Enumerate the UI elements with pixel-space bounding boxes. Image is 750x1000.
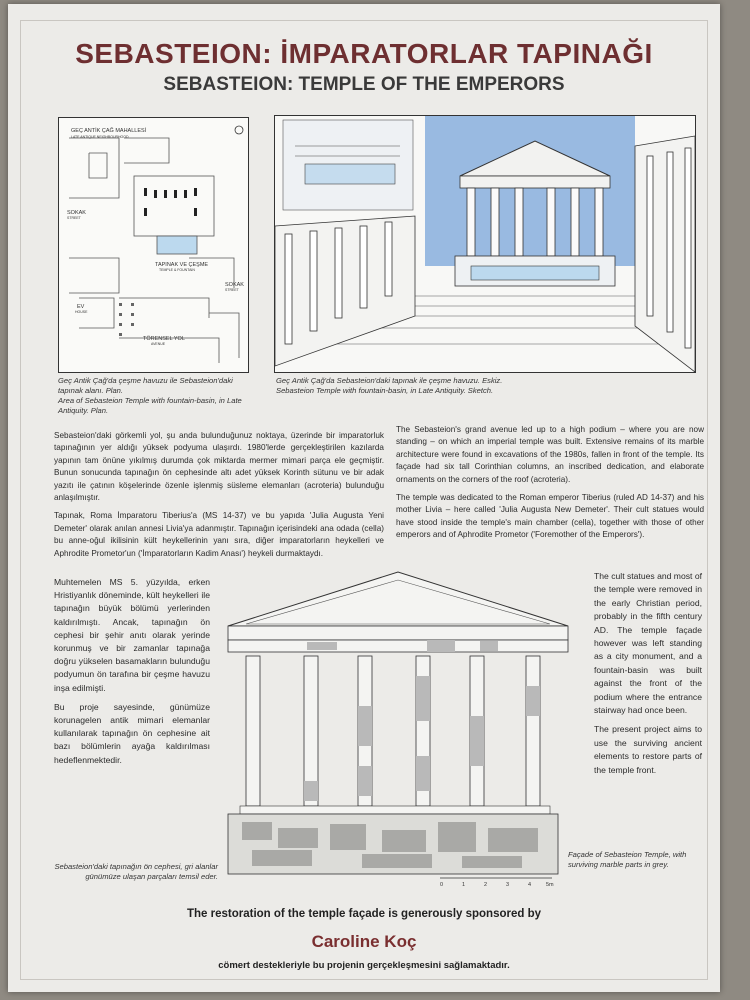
plan-label-street2-en: STREET <box>225 288 239 292</box>
plan-label-street1-en: STREET <box>67 216 81 220</box>
scale-label-4: 4 <box>528 882 532 888</box>
scale-label-1: 1 <box>462 882 466 888</box>
title-english: SEBASTEION: TEMPLE OF THE EMPERORS <box>163 74 565 95</box>
elevation-caption-en: Façade of Sebasteion Temple, with surviving marble parts in grey. <box>568 850 687 869</box>
facade-elevation-drawing <box>212 566 584 890</box>
english-text-lower <box>594 570 702 783</box>
temple-facade-elevation <box>212 566 584 890</box>
sponsor-line-english: The restoration of the temple façade is generously sponsored by <box>186 908 542 920</box>
information-panel <box>8 4 720 992</box>
scale-label-3: 3 <box>506 882 510 888</box>
turkish-paragraph-4: Bu proje sayesinde, günümüze korunagelen antik mimari elemanlar kullanılarak tapınağın ön cephesine ait bazı bölümlerin ayağa kaldırılması hedeflenmektedir. <box>54 701 210 765</box>
english-paragraph-3: The cult statues and most of the temple were removed in the early Christian period, probably in the fifth century AD. The temple façade however was left standing as a city monument, and a fountain-basin was built against the front of the podium where the entrance stairway had once been. <box>594 571 702 716</box>
plan-label-temple-en: TEMPLE & FOUNTAIN <box>159 268 195 272</box>
english-paragraph-2: The temple was dedicated to the Roman emperor Tiberius (ruled AD 14-37) and his mother Livia – here called 'Julia Augusta New Demeter'. Their cult statues would have stood inside the temple's main chamber (cella), together with those of other emperors and of Aphrodite Prometor ('Foremother of the Emperors'). <box>396 493 704 540</box>
scale-label-0: 0 <box>440 882 444 888</box>
sketch-caption-tr: Geç Antik Çağ'da Sebasteion'daki tapınak ile çeşme havuzu. Eskiz. <box>276 376 503 385</box>
site-plan <box>58 117 249 373</box>
turkish-paragraph-2: Tapınak, Roma İmparatoru Tiberius'a (MS 14-37) ve bu yapıda 'Julia Augusta Yeni Demeter' olarak anılan annesi Livia'ya adanmıştır. Tapınağın içerisindeki ana odada (cella) bu anne-oğul ikilisinin kült heykellerinin yanı sıra, diğer imparatorların heykelleri ve Aphrodite Prometor'un ('İmparatorların Kadim Anası') heykeli durmaktaydı. <box>54 511 384 558</box>
turkish-text-lower <box>54 576 210 773</box>
plan-caption-en: Area of Sebasteion Temple with fountain-basin, in Late Antiquity. Plan. <box>58 396 242 415</box>
scale-bar <box>440 878 554 888</box>
turkish-text-upper <box>54 430 384 566</box>
plan-label-temple: TAPINAK VE ÇEŞME <box>155 262 209 268</box>
sketch-caption <box>276 376 576 396</box>
sponsor-line-turkish: cömert destekleriyle bu projenin gerçekleşmesini sağlamaktadır. <box>218 960 510 971</box>
plan-label-avenue: TÖRENSEL YOL <box>143 336 185 342</box>
site-plan-drawing <box>59 118 248 372</box>
fountain-basin <box>157 236 197 254</box>
english-paragraph-4: The present project aims to use the surviving ancient elements to restore parts of the temple front. <box>594 724 702 775</box>
plan-caption <box>58 376 258 416</box>
turkish-paragraph-1: Sebasteion'daki görkemli yol, şu anda bulunduğunuz noktaya, üzerinde bir imparatorluk tapınağının yer aldığı yüksek podyuma ulaşırdı. 1980'lerde gerçekleştirilen kazılarda yapının tam önüne yıkılmış durumda çok miktarda mermer mimari parça ele geçmiştir. Bunun sonucunda tapınağın ön cephesinde altı adet yüksek Korinth sütunu ve bir adak yazıtı ile çatının köşelerinde özenle işlenmiş süsleme elemanları (acroteria) bulunduğu anlaşılmıştır. <box>54 431 384 503</box>
temple-sketch <box>274 115 696 373</box>
plan-label-quarter: GEÇ ANTİK ÇAĞ MAHALLESİ <box>71 128 147 134</box>
plan-label-street2: SOKAK <box>225 282 244 288</box>
sponsor-name: Caroline Koç <box>311 932 417 951</box>
scale-label-5: 5m <box>546 882 554 888</box>
english-text-upper <box>396 424 704 548</box>
title-turkish: SEBASTEION: İMPARATORLAR TAPINAĞI <box>75 38 653 69</box>
temple-sketch-drawing <box>275 116 695 372</box>
sketch-caption-en: Sebasteion Temple with fountain-basin, in Late Antiquity. Sketch. <box>276 386 494 395</box>
plan-label-house-en: HOUSE <box>75 310 88 314</box>
plan-label-house: EV <box>77 304 85 310</box>
plan-label-avenue-en: AVENUE <box>151 342 166 346</box>
plan-label-quarter-en: LATE ANTIQUE NEIGHBOURHOOD <box>71 135 129 139</box>
scale-label-2: 2 <box>484 882 488 888</box>
plan-caption-tr: Geç Antik Çağ'da çeşme havuzu ile Sebasteion'daki tapınak alanı. Plan. <box>58 376 233 395</box>
english-paragraph-1: The Sebasteion's grand avenue led up to a high podium – where you are now standing – on which an imperial temple was built. Extensive remains of its marble architecture were found in excavations of the 1980s, fallen in front of the temple. Its façade had six tall Corinthian columns, an inscribed dedication, and elaborate ornaments on the corners of the roof (acroteria). <box>396 425 704 484</box>
elevation-caption-tr: Sebasteion'daki tapınağın ön cephesi, gri alanlar günümüze ulaşan parçaları temsil eder. <box>54 862 218 881</box>
turkish-paragraph-3: Muhtemelen MS 5. yüzyılda, erken Hristiyanlık döneminde, kült heykelleri ile tapınağın büyük bölümü yerlerinden kaldırılmıştı. Ancak, tapınağın ön cephesi bir şehir anıtı olarak yerinde korunmuş ve bir zamanlar tapınağa doğru yükselen basamakların bulunduğu podyumun ön tarafına bir çeşme havuzu inşa edilmişti. <box>54 577 210 693</box>
plan-label-street1: SOKAK <box>67 210 86 216</box>
